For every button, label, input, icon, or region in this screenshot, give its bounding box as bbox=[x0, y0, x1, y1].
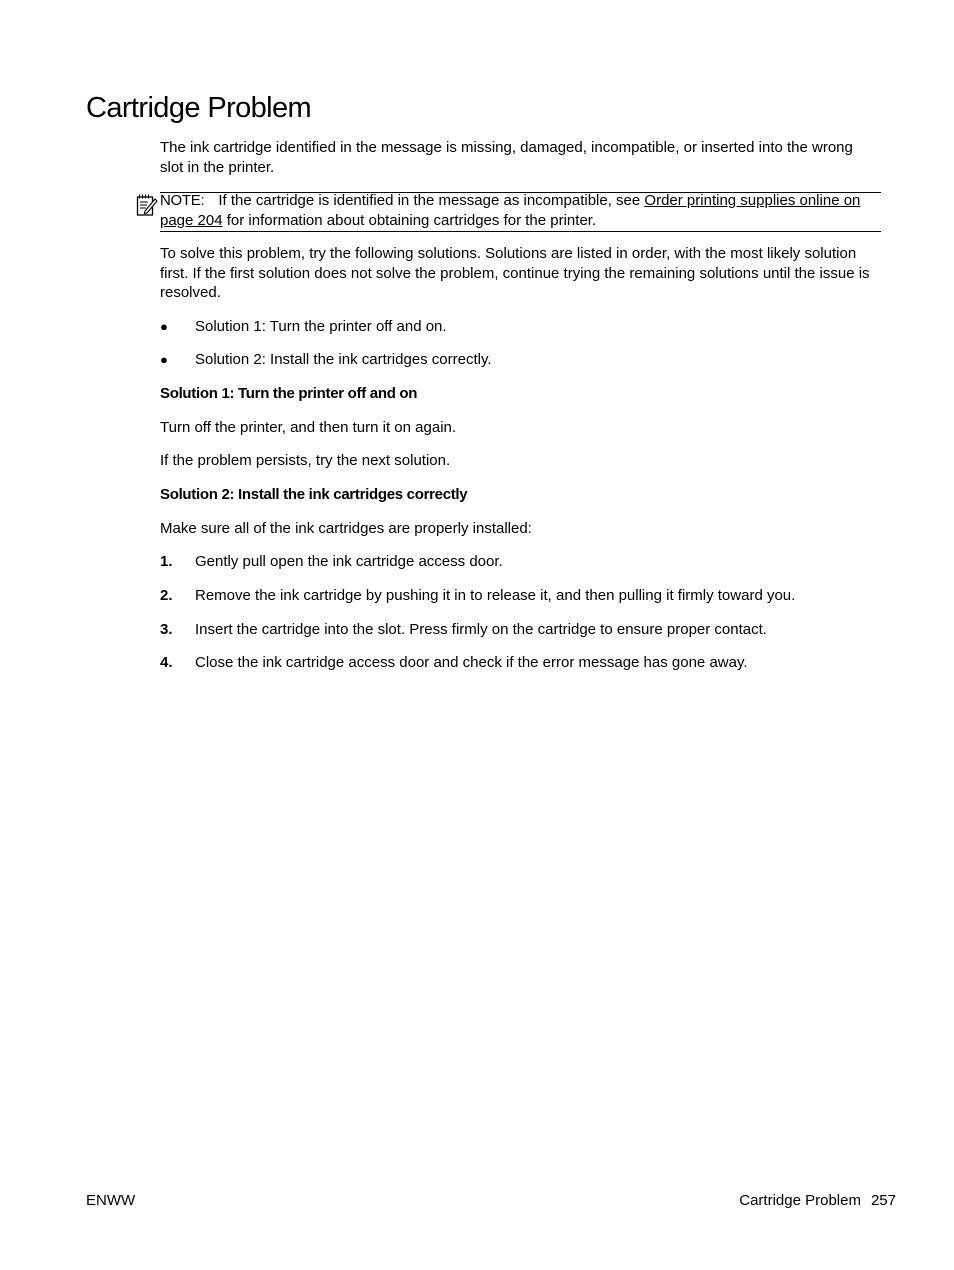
step-number: 2. bbox=[160, 587, 173, 604]
step-text: Gently pull open the ink cartridge access door. bbox=[195, 553, 503, 570]
footer-section: Cartridge Problem bbox=[739, 1192, 861, 1209]
solution1-paragraph: If the problem persists, try the next solution. bbox=[160, 452, 451, 469]
step-text: Close the ink cartridge access door and check if the error message has gone away. bbox=[195, 654, 748, 671]
page-number: 257 bbox=[870, 1192, 896, 1209]
step-text: Remove the ink cartridge by pushing it in to release it, and then pulling it firmly toward you. bbox=[195, 587, 796, 604]
solution1-paragraph: Turn off the printer, and then turn it on again. bbox=[160, 419, 457, 436]
note-label: NOTE: bbox=[160, 192, 205, 209]
intro-paragraph: The ink cartridge identified in the message is missing, damaged, incompatible, or inserted into the wrong slot in the printer. bbox=[160, 139, 853, 176]
note-pad-icon bbox=[136, 193, 158, 217]
step-number: 3. bbox=[160, 621, 173, 638]
bullet-icon: ● bbox=[160, 319, 168, 334]
solution2-heading: Solution 2: Install the ink cartridges correctly bbox=[160, 486, 468, 503]
order-supplies-link[interactable]: Order printing supplies online on page 204 bbox=[160, 192, 861, 229]
note-text bbox=[160, 191, 880, 230]
footer-left-label: ENWW bbox=[86, 1192, 136, 1209]
solution2-intro: Make sure all of the ink cartridges are properly installed: bbox=[160, 520, 532, 537]
step-number: 4. bbox=[160, 654, 173, 671]
footer-right bbox=[739, 1191, 896, 1210]
note-text-after: for information about obtaining cartridges for the printer. bbox=[222, 211, 597, 229]
solution1-heading: Solution 1: Turn the printer off and on bbox=[160, 385, 418, 402]
step-text: Insert the cartridge into the slot. Press firmly on the cartridge to ensure proper contact. bbox=[195, 621, 767, 638]
list-item-text: Solution 2: Install the ink cartridges correctly. bbox=[195, 351, 492, 368]
list-item-text: Solution 1: Turn the printer off and on. bbox=[195, 318, 447, 335]
solve-intro-paragraph: To solve this problem, try the following solutions. Solutions are listed in order, with the most likely solution first. If the first solution does not solve the problem, continue trying the remaining solutions until the issue is resolved. bbox=[160, 245, 870, 301]
note-text-before: If the cartridge is identified in the message as incompatible, see bbox=[218, 192, 645, 209]
step-number: 1. bbox=[160, 553, 173, 570]
page-title: Cartridge Problem bbox=[86, 92, 312, 124]
bullet-icon: ● bbox=[160, 352, 168, 367]
